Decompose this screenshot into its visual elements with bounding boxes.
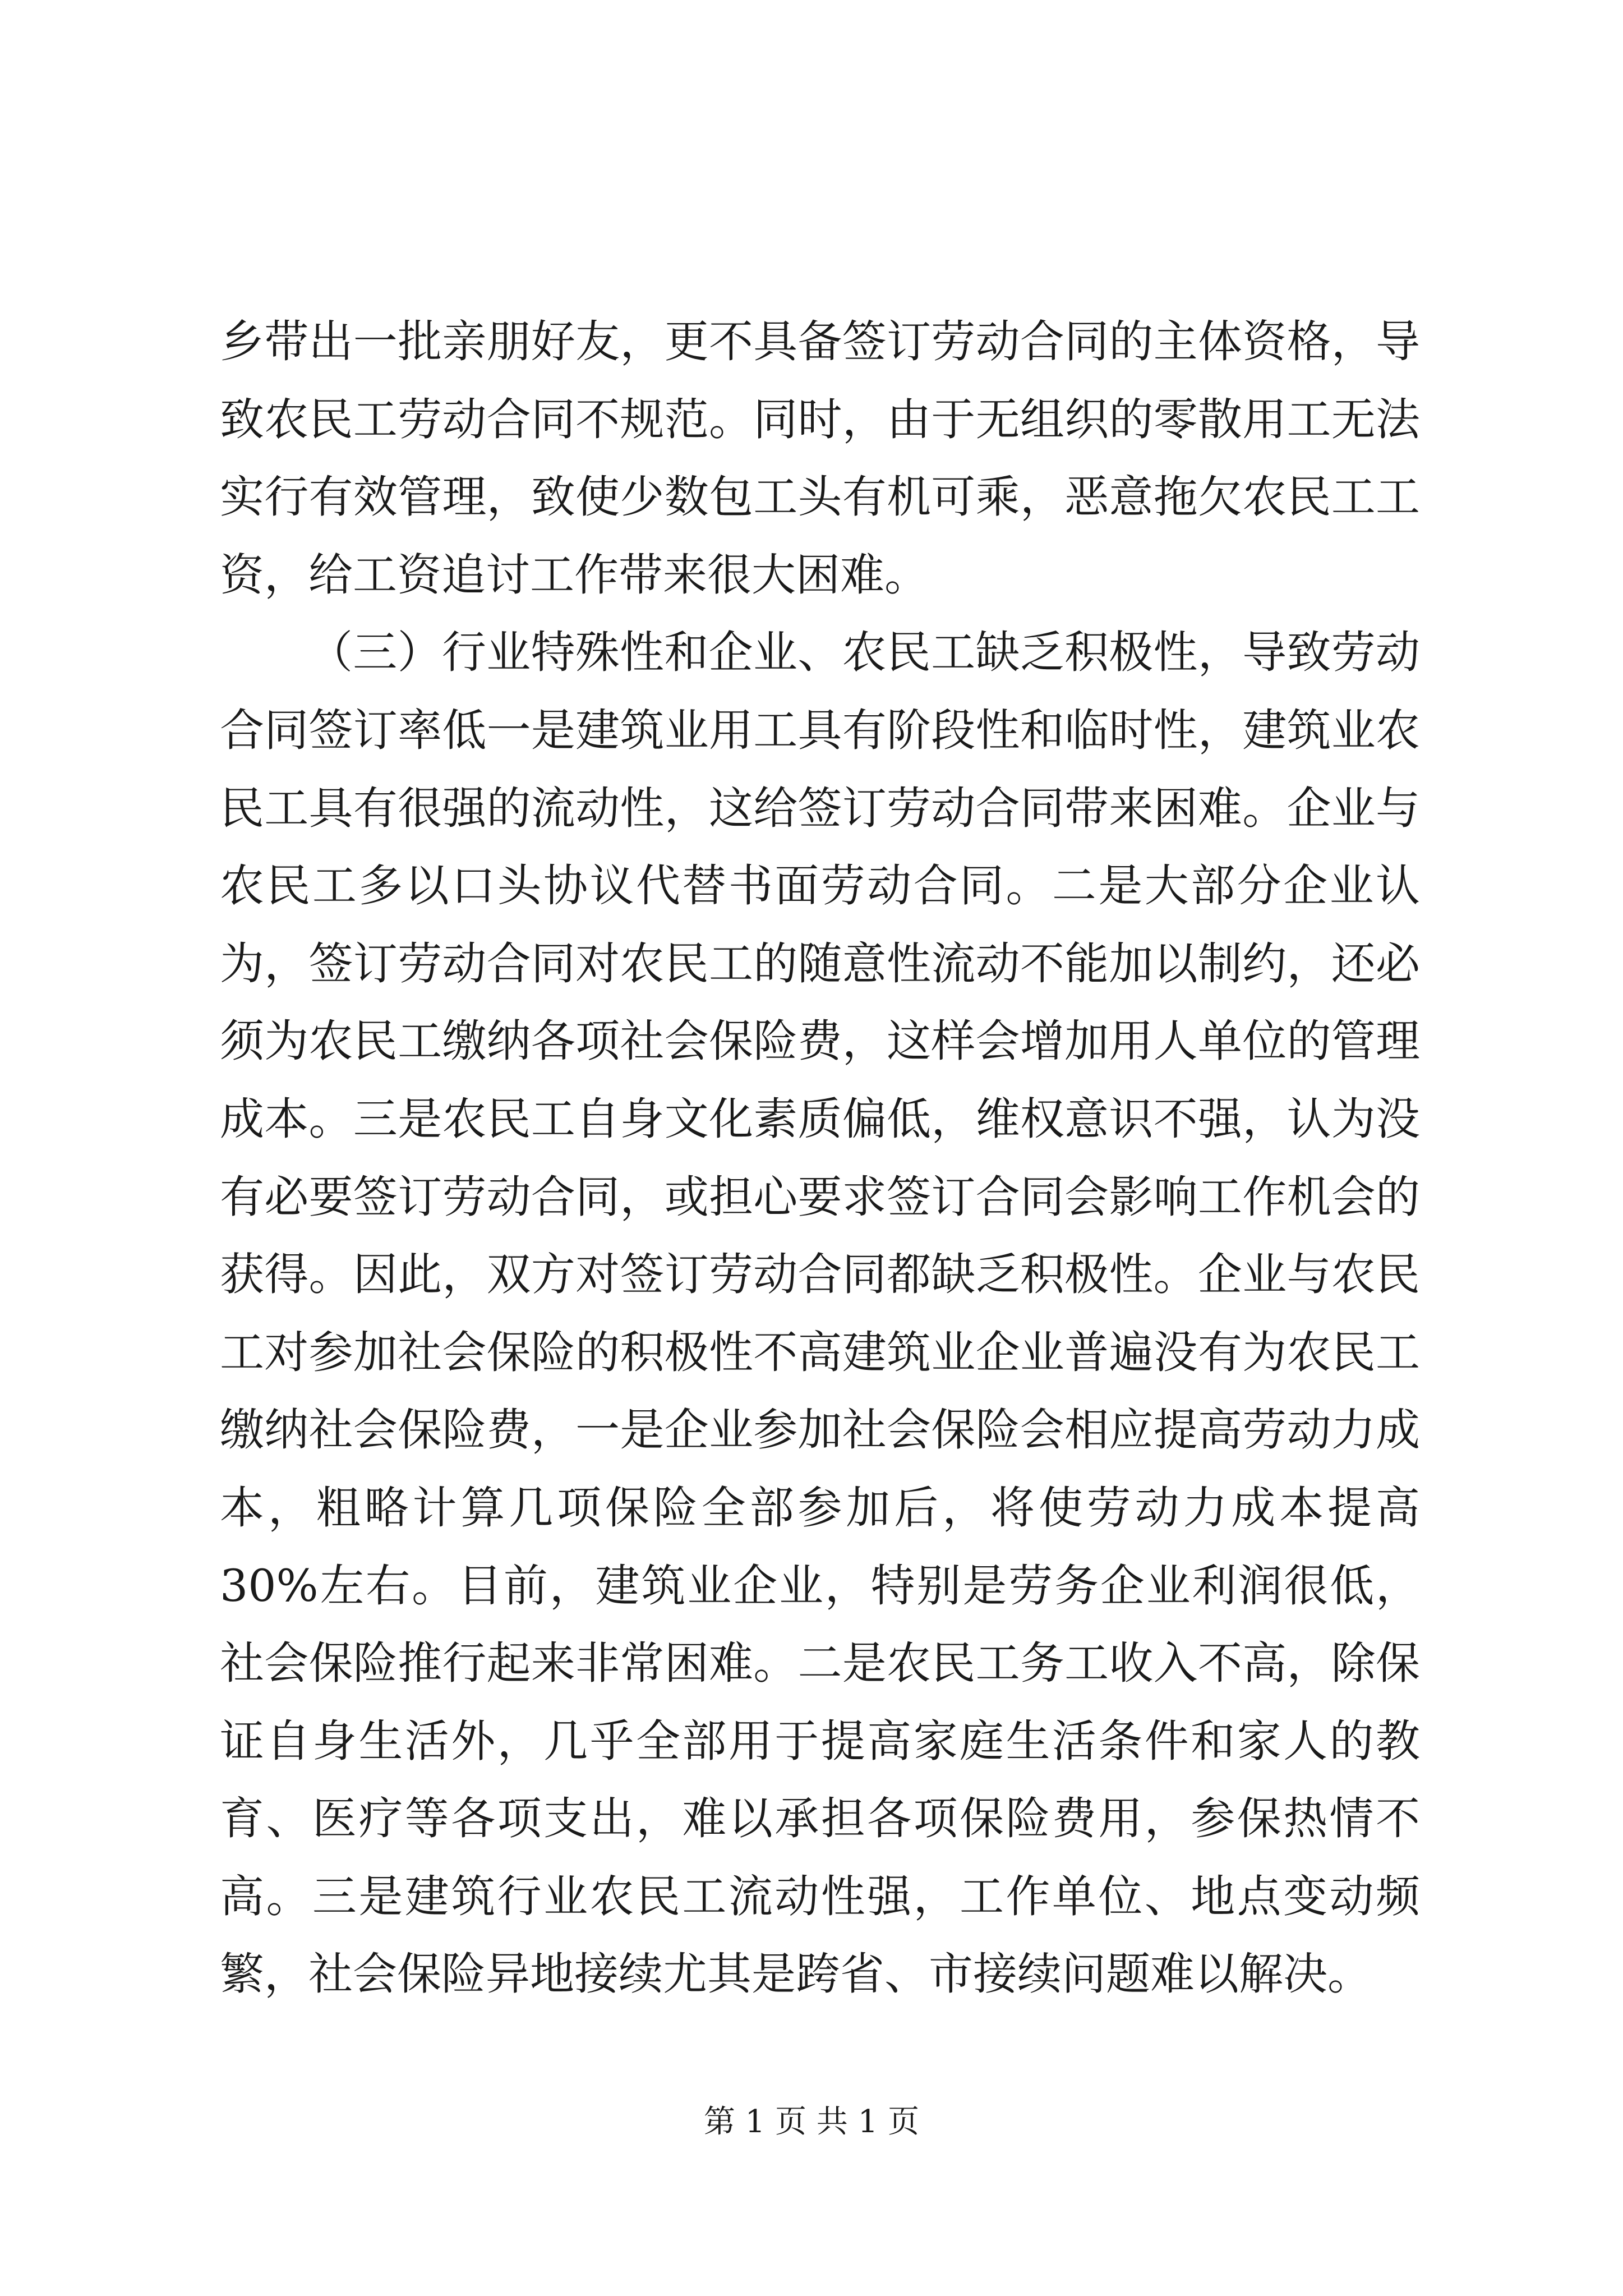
page-number-footer: 第 1 页 共 1 页 <box>703 2104 920 2140</box>
paragraph-continuation: 乡带出一批亲朋好友，更不具备签订劳动合同的主体资格，导致农民工劳动合同不规范。同时，由于无组织的零散用工无法实行有效管理，致使少数包工头有机可乘，恶意拖欠农民工工资，给工资追讨工作带来很大困难。 <box>220 316 1420 601</box>
paragraph-section-three: （三）行业特殊性和企业、农民工缺乏积极性，导致劳动合同签订率低一是建筑业用工具有阶段性和临时性，建筑业农民工具有很强的流动性，这给签订劳动合同带来困难。企业与农民工多以口头协议代替书面劳动合同。二是大部分企业认为，签订劳动合同对农民工的随意性流动不能加以制约，还必须为农民工缴纳各项社会保险费，这样会增加用人单位的管理成本。三是农民工自身文化素质偏低，维权意识不强，认为没有必要签订劳动合同，或担心要求签订合同会影响工作机会的获得。因此，双方对签订劳动合同都缺乏积极性。企业与农民工对参加社会保险的积极性不高建筑业企业普遍没有为农民工缴纳社会保险费，一是企业参加社会保险会相应提高劳动力成本，粗略计算几项保险全部参加后，将使劳动力成本提高30%左右。目前，建筑业企业，特别是劳务企业利润很低，社会保险推行起来非常困难。二是农民工务工收入不高，除保证自身生活外，几乎全部用于提高家庭生活条件和家人的教育、医疗等各项支出，难以承担各项保险费用，参保热情不高。三是建筑行业农民工流动性强，工作单位、地点变动频繁，社会保险异地接续尤其是跨省、市接续问题难以解决。 <box>220 627 1420 2000</box>
document-body <box>220 303 1420 2013</box>
